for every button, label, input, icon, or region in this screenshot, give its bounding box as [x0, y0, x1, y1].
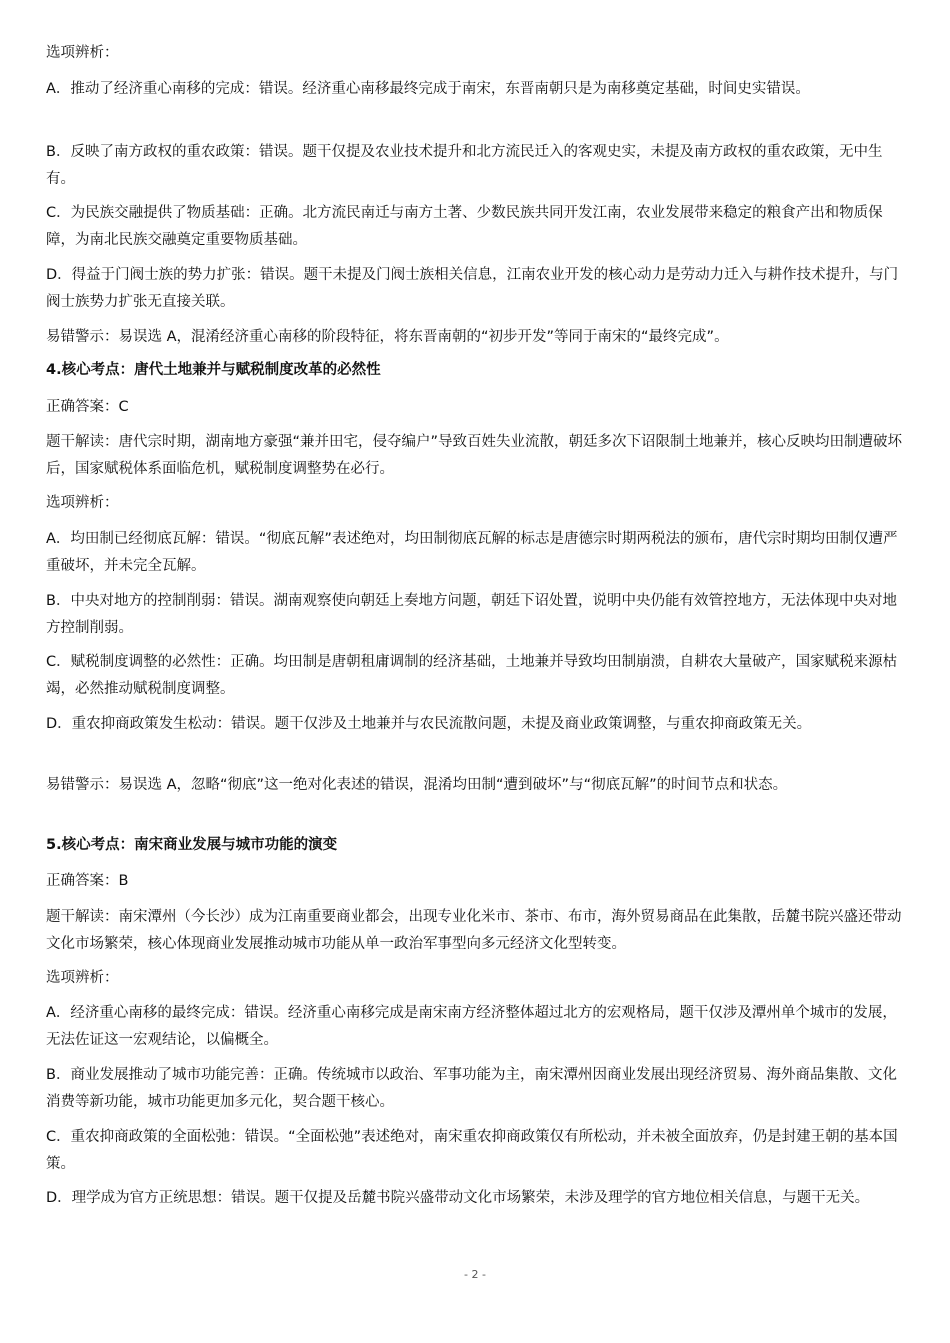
paragraph: 易错警示：易误选 A，混淆经济重心南移的阶段特征，将东晋南朝的“初步开发”等同于南宋的“最终完成”。: [46, 329, 729, 345]
paragraph: A．经济重心南移的最终完成：错误。经济重心南移完成是南宋南方经济整体超过北方的宏观格局，题干仅涉及潭州单个城市的发展，无法佐证这一宏观结论，以偏概全。: [46, 1005, 897, 1048]
section-heading: 5.核心考点：南宋商业发展与城市功能的演变: [46, 837, 338, 853]
paragraph: D．得益于门阀士族的势力扩张：错误。题干未提及门阀士族相关信息，江南农业开发的核心动力是劳动力迁入与耕作技术提升，与门阀士族势力扩张无直接关联。: [46, 267, 899, 310]
paragraph: 选项辨析：: [46, 970, 119, 986]
paragraph: D．理学成为官方正统思想：错误。题干仅提及岳麓书院兴盛带动文化市场繁荣，未涉及理学的官方地位相关信息，与题干无关。: [46, 1190, 870, 1206]
paragraph: D．重农抑商政策发生松动：错误。题干仅涉及土地兼并与农民流散问题，未提及商业政策调整，与重农抑商政策无关。: [46, 716, 812, 732]
paragraph: B．反映了南方政权的重农政策：错误。题干仅提及农业技术提升和北方流民迁入的客观史实，未提及南方政权的重农政策，无中生有。: [46, 144, 883, 187]
paragraph: C．重农抑商政策的全面松弛：错误。“全面松弛”表述绝对，南宋重农抑商政策仅有所松动，并未被全面放弃，仍是封建王朝的基本国策。: [46, 1129, 898, 1172]
paragraph: 易错警示：易误选 A，忽略“彻底”这一绝对化表述的错误，混淆均田制“遭到破坏”与“彻底瓦解”的时间节点和状态。: [46, 777, 788, 793]
page-number: - 2 -: [464, 1268, 486, 1281]
paragraph: C．为民族交融提供了物质基础：正确。北方流民南迁与南方土著、少数民族共同开发江南，农业发展带来稳定的粮食产出和物质保障，为南北民族交融奠定重要物质基础。: [46, 205, 883, 248]
paragraph: 选项辨析：: [46, 45, 119, 61]
paragraph: A．均田制已经彻底瓦解：错误。“彻底瓦解”表述绝对，均田制彻底瓦解的标志是唐德宗时期两税法的颁布，唐代宗时期均田制仅遭严重破坏，并未完全瓦解。: [46, 531, 898, 574]
correct-answer: 正确答案：C: [46, 399, 129, 415]
correct-answer: 正确答案：B: [46, 873, 129, 889]
paragraph: B．中央对地方的控制削弱：错误。湖南观察使向朝廷上奏地方问题，朝廷下诏处置，说明中央仍能有效管控地方，无法体现中央对地方控制削弱。: [46, 593, 897, 636]
paragraph: 选项辨析：: [46, 495, 119, 511]
paragraph: C．赋税制度调整的必然性：正确。均田制是唐朝租庸调制的经济基础，土地兼并导致均田制崩溃，自耕农大量破产，国家赋税来源枯竭，必然推动赋税制度调整。: [46, 654, 898, 697]
paragraph: 题干解读：南宋潭州（今长沙）成为江南重要商业都会，出现专业化米市、茶市、布市，海外贸易商品在此集散，岳麓书院兴盛还带动文化市场繁荣，核心体现商业发展推动城市功能从单一政治军事型向多元经济文化型转变。: [46, 909, 902, 952]
paragraph: B．商业发展推动了城市功能完善：正确。传统城市以政治、军事功能为主，南宋潭州因商业发展出现经济贸易、海外商品集散、文化消费等新功能，城市功能更加多元化，契合题干核心。: [46, 1067, 897, 1110]
paragraph: A．推动了经济重心南移的完成：错误。经济重心南移最终完成于南宋，东晋南朝只是为南移奠定基础，时间史实错误。: [46, 81, 810, 97]
paragraph: 题干解读：唐代宗时期，湖南地方豪强“兼并田宅，侵夺编户”导致百姓失业流散，朝廷多次下诏限制土地兼并，核心反映均田制遭破坏后，国家赋税体系面临危机，赋税制度调整势在必行。: [46, 434, 903, 477]
section-heading: 4.核心考点：唐代土地兼并与赋税制度改革的必然性: [46, 362, 381, 378]
